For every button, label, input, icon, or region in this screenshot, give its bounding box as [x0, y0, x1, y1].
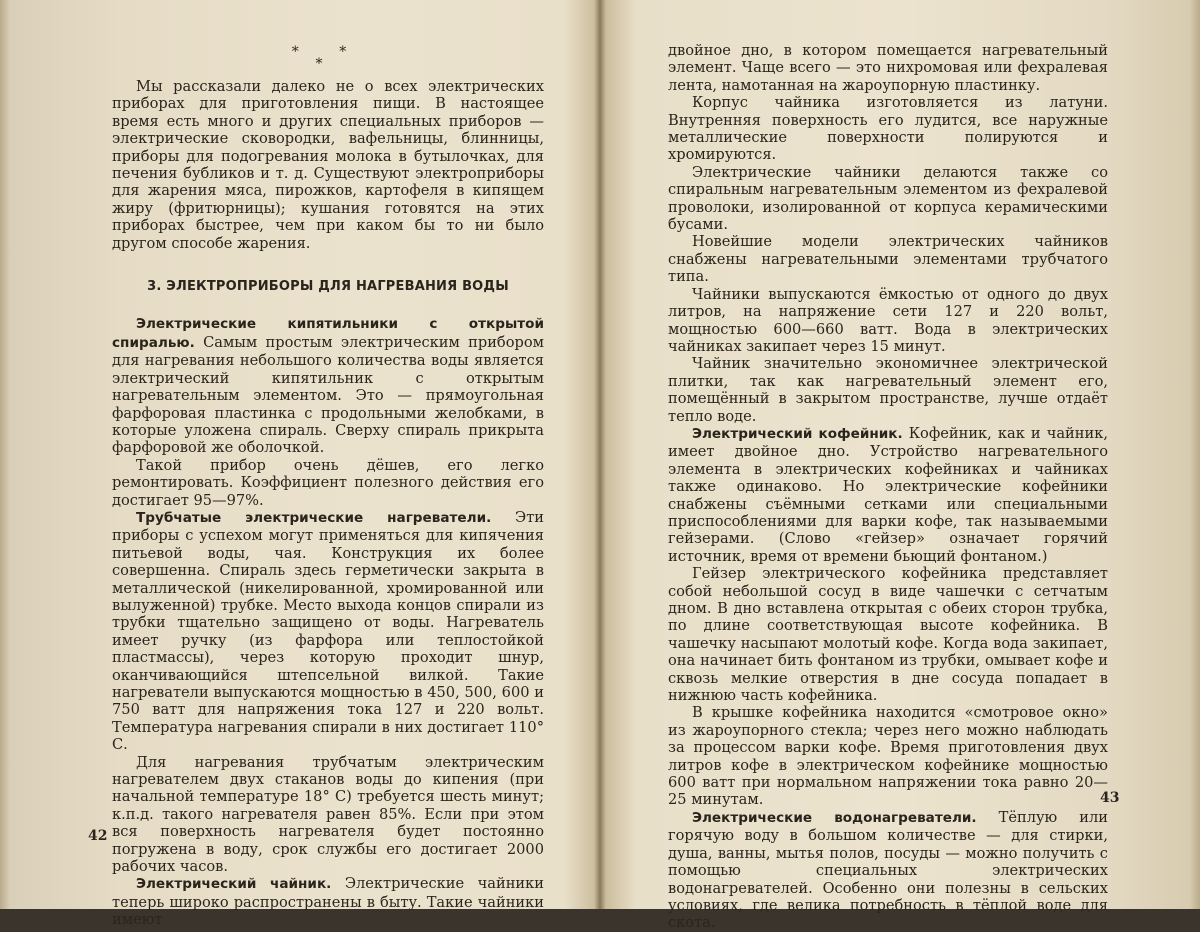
page-number-left: 42: [88, 828, 108, 844]
run-in-heading: Электрический кофейник.: [692, 425, 903, 442]
left-page: [112, 40, 544, 929]
paragraph-text: Тёплую или горячую воду в большом количестве — для стирки, душа, ванны, мытья полов, посуды — можно получить с помощью специальных электрических водонагревателей. Особенно они полезны в сельских условиях, где велика потребность в тёплой воде для скота.: [668, 808, 1108, 932]
paragraph-continued: двойное дно, в котором помещается нагревательный элемент. Чаще всего — это нихромовая или фехралевая лента, намотанная на жароупорную пластинку.: [668, 42, 1108, 94]
paragraph-spiral-element: Электрические чайники делаются также со спиральным нагревательным элементом из фехралевой проволоки, изолированной от корпуса керамическими бусами.: [668, 163, 1108, 234]
paragraph-coffee-pot: [668, 425, 1108, 565]
right-page: [668, 42, 1108, 932]
run-in-heading: Электрические водонагреватели.: [692, 809, 977, 826]
paragraph-text: Самым простым электрическим прибором для нагревания небольшого количества воды является электрический кипятильник с открытым нагревательным элементом. Это — прямоугольная фарфоровая пластинка с продольными желобками, в которые уложена спираль. Сверху спираль прикрыта фарфоровой же оболочкой.: [112, 333, 544, 457]
paragraph-cheap-device: Такой прибор очень дёшев, его легко ремонтировать. Коэффициент полезного действия его достигает 95—97%.: [112, 456, 544, 509]
paragraph-geyser: Гейзер электрического кофейника представляет собой небольшой сосуд в виде чашечки с сетчатым дном. В дно вставлена открытая с обеих сторон трубка, по длине соответствующая высоте кофейника. В чашечку насыпают молотый кофе. Когда вода закипает, она начинает бить фонтаном из трубки, омывает кофе и сквозь мелкие отверстия в дне сосуда попадает в нижнюю часть кофейника.: [668, 565, 1108, 705]
paragraph-water-heaters: [668, 809, 1108, 932]
paragraph-kettle-economy: Чайник значительно экономичнее электрической плитки, так как нагревательный элемент его, помещённый в закрытом пространстве, лучше отдаёт тепло воде.: [668, 355, 1108, 425]
asterisks-top: * *: [291, 44, 365, 60]
run-in-heading: Электрические кипятильники с открытой спиралью.: [112, 316, 544, 351]
paragraph-open-spiral-boilers: [112, 315, 544, 456]
asterisks-bottom: *: [315, 56, 341, 72]
section-divider-asterisks: [112, 46, 544, 70]
paragraph-tubular-heaters: [112, 509, 544, 754]
paragraph-heating-time: Для нагревания трубчатым электрическим нагревателем двух стаканов воды до кипения (при начальной температуре 18° С) требуется шесть минут; к.п.д. такого нагревателя равен 85%. Если при этом вся поверхность нагревателя будет постоянно погружена в воду, срок службы его достигает 2000 рабочих часов.: [112, 753, 544, 876]
paragraph-text: Кофейник, как и чайник, имеет двойное дно. Устройство нагревательного элемента в электрических кофейниках и чайниках также одинаково. Но электрические кофейники снабжены съёмными сетками или специальными приспособлениями для варки кофе, так называемыми гейзерами. (Слово «гейзер» означает горячий источник, время от времени бьющий фонтаном.): [668, 424, 1108, 565]
paragraph-newest-models: Новейшие модели электрических чайников снабжены нагревательными элементами трубчатого типа.: [668, 233, 1108, 286]
intro-paragraph: Мы рассказали далеко не о всех электрических приборах для приготовления пищи. В настоящее время есть много и других специальных приборов — электрические сковородки, вафельницы, блинницы, приборы для подогревания молока в бутылочках, для печения бубликов и т. д. Существуют электроприборы для жарения мяса, пирожков, картофеля в кипящем жиру (фритюрницы); кушания готовятся на этих приборах быстрее, чем при каком бы то ни было другом способе жарения.: [112, 78, 544, 252]
page-number-right: 43: [1100, 790, 1120, 806]
paragraph-kettle-body: Корпус чайника изготовляется из латуни. Внутренняя поверхность его лудится, все наружные металлические поверхности полируются и хромируются.: [668, 94, 1108, 164]
paragraph-electric-kettle: [112, 875, 544, 928]
paragraph-text: Электрические чайники теперь широко распространены в быту. Такие чайники имеют: [112, 875, 544, 929]
paragraph-text: Эти приборы с успехом могут применяться для кипячения питьевой воды, чая. Конструкция их более совершенна. Спираль здесь герметически закрыта в металлической (никелированной, хромированной или вылуженной) трубке. Место выхода концов спирали из трубки тщательно защищено от воды. Нагреватель имеет ручку (из фарфора или теплостойкой пластмассы), через которую проходит шнур, оканчивающийся штепсельной вилкой. Такие нагреватели выпускаются мощностью в 450, 500, 600 и 750 ватт для напряжения тока 127 и 220 вольт. Температура нагревания спирали в них достигает 110° С.: [112, 508, 545, 754]
run-in-heading: Трубчатые электрические нагреватели.: [136, 509, 492, 526]
run-in-heading: Электрический чайник.: [136, 876, 332, 893]
paragraph-viewing-window: В крышке кофейника находится «смотровое окно» из жароупорного стекла; через него можно наблюдать за процессом варки кофе. Время приготовления двух литров кофе в электрическом кофейнике мощностью 600 ватт при нормальном напряжении тока равно 20—25 минутам.: [668, 704, 1108, 809]
paragraph-kettle-capacity: Чайники выпускаются ёмкостью от одного до двух литров, на напряжение сети 127 и 220 вольт, мощностью 600—660 ватт. Вода в электрических чайниках закипает через 15 минут.: [668, 285, 1108, 355]
section-heading: 3. ЭЛЕКТРОПРИБОРЫ ДЛЯ НАГРЕВАНИЯ ВОДЫ: [147, 279, 509, 295]
